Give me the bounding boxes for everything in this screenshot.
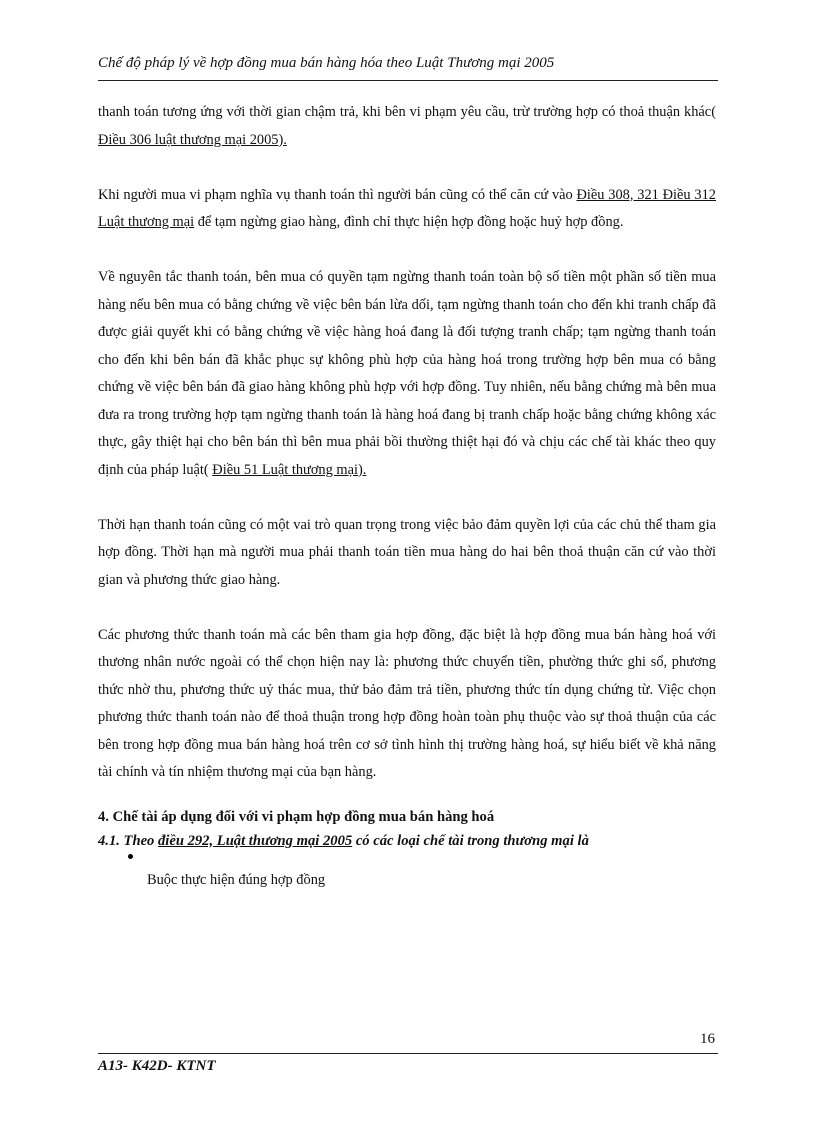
law-reference-article-306[interactable]: Điều 306 luật thương mại 2005). bbox=[98, 131, 287, 148]
document-body bbox=[98, 99, 716, 901]
paragraph-2-text-a: Khi người mua vi phạm nghĩa vụ thanh toán thì người bán cũng có thể căn cứ vào bbox=[98, 186, 577, 203]
paragraph-3 bbox=[98, 264, 716, 484]
list-item bbox=[98, 853, 716, 901]
law-reference-article-51[interactable]: Điều 51 Luật thương mại). bbox=[212, 461, 367, 478]
paragraph-3-text: Về nguyên tắc thanh toán, bên mua có quyền tạm ngừng thanh toán toàn bộ số tiền một phần số tiền mua hàng nếu bên mua có bằng chứng về việc bên bán lừa dối, tạm ngừng thanh toán cho đến khi tranh chấp đã được giải quyết khi có bằng chứng về việc hàng hoá đang là đối tượng tranh chấp; tạm ngừng thanh toán cho đến khi bên bán đã khắc phục sự không phù hợp của hàng hoá trong trường hợp bên mua có bằng chứng về việc bên bán đã giao hàng không phù hợp với hợp đồng. Tuy nhiên, nếu bằng chứng mà bên mua đưa ra trong trường hợp tạm ngừng thanh toán là hàng hoá đang bị tranh chấp hoặc bằng chứng không xác thực, gây thiệt hại cho bên bán thì bên mua phải bồi thường thiệt hại đó và chịu các chế tài khác theo quy định của pháp luật( bbox=[98, 269, 716, 478]
law-reference-article-292[interactable]: điều 292, Luật thương mại 2005 bbox=[158, 832, 353, 849]
law-reference-article-308[interactable]: Điều 308, 321 Điều 312 Luật thương mại bbox=[98, 186, 716, 230]
paragraph-2-text-b: để tạm ngừng giao hàng, đình chỉ thực hiện hợp đồng hoặc huỷ hợp đồng. bbox=[194, 214, 624, 230]
bullet-icon bbox=[128, 854, 133, 859]
subsection-suffix: có các loại chế tài trong thương mại là bbox=[352, 832, 589, 849]
paragraph-5 bbox=[98, 622, 716, 787]
paragraph-4-text: Thời hạn thanh toán cũng có một vai trò quan trọng trong việc bảo đảm quyền lợi của các chủ thể tham gia hợp đồng. Thời hạn mà người mua phải thanh toán tiền mua hàng do hai bên thoả thuận căn cứ vào thời gian và phương thức giao hàng. bbox=[98, 516, 716, 588]
paragraph-5-text: Các phương thức thanh toán mà các bên tham gia hợp đồng, đặc biệt là hợp đồng mua bán hàng hoá với thương nhân nước ngoài có thể chọn hiện nay là: phương thức chuyển tiền, phường thức ghi sổ, phương thức nhờ thu, phương thức uỷ thác mua, thử bảo đảm trả tiền, phương thức tín dụng chứng từ. Việc chọn phương thức thanh toán nào để thoả thuận trong hợp đồng hoàn toàn phụ thuộc vào sự thoả thuận của các bên trong hợp đồng mua bán hàng hoá trên cơ sở tình hình thị trường hàng hoá, sự hiểu biết về khả năng tài chính và tín nhiệm thương mại của bạn hàng. bbox=[98, 626, 716, 780]
section-heading: 4. Chế tài áp dụng đối với vi phạm hợp đồng mua bán hàng hoá bbox=[98, 808, 495, 825]
subsection-prefix: 4.1. Theo bbox=[98, 832, 158, 849]
page-footer: A13- K42D- KTNT bbox=[98, 1058, 216, 1074]
paragraph-4 bbox=[98, 512, 716, 595]
page-header: Chế độ pháp lý về hợp đồng mua bán hàng hóa theo Luật Thương mại 2005 bbox=[98, 55, 555, 71]
footer-rule bbox=[98, 1053, 718, 1054]
paragraph-1-text: thanh toán tương ứng với thời gian chậm trả, khi bên vi phạm yêu cầu, trừ trường hợp có thoả thuận khác( bbox=[98, 104, 716, 120]
paragraph-1 bbox=[98, 99, 716, 154]
paragraph-2 bbox=[98, 182, 716, 237]
subsection-heading bbox=[98, 829, 716, 853]
header-rule bbox=[98, 80, 718, 81]
list-item-text: Buộc thực hiện đúng hợp đồng bbox=[147, 871, 326, 888]
page-number: 16 bbox=[700, 1031, 715, 1047]
